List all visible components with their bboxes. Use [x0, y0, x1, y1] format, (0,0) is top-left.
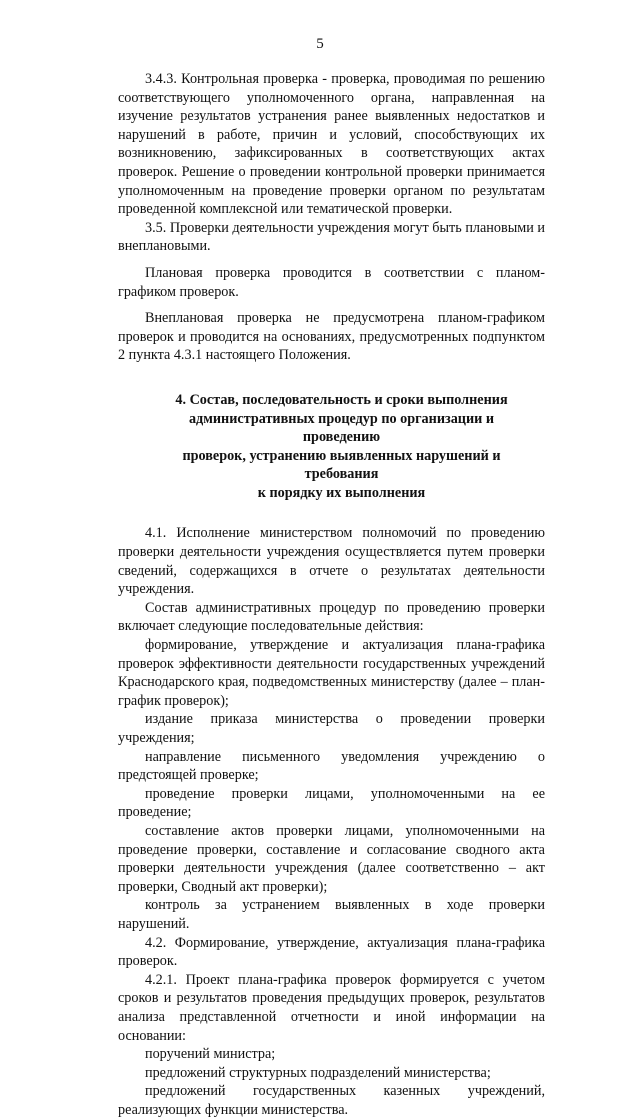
heading-line-1: 4. Состав, последовательность и сроки выполнения: [175, 391, 508, 408]
action-item: контроль за устранением выявленных в ходе проверки нарушений.: [118, 897, 545, 932]
section-4-heading: [118, 391, 545, 503]
basis-item: поручений министра;: [145, 1046, 276, 1063]
paragraph-composition: Состав административных процедур по проведению проверки включает следующие последовательные действия:: [118, 599, 545, 635]
paragraph-unplanned-check: Внеплановая проверка не предусмотрена планом-графиком проверок и проводится на основаниях, предусмотренных подпунктом 2 пункта 4.3.1 настоящего Положения.: [118, 310, 545, 364]
action-item: формирование, утверждение и актуализация плана-графика проверок эффективности деятельности государственных учреждений Краснодарского края, подведомственных министерству (далее – план-график проверок);: [118, 637, 545, 709]
page-number: 5: [316, 36, 324, 52]
action-item: направление письменного уведомления учреждению о предстоящей проверке;: [118, 748, 545, 784]
action-item: проведение проверки лицами, уполномоченными на ее проведение;: [118, 785, 545, 821]
paragraph-planned-check: Плановая проверка проводится в соответствии с планом-графиком проверок.: [118, 264, 545, 300]
heading-line-4: к порядку их выполнения: [257, 484, 426, 501]
basis-item: предложений государственных казенных учреждений, реализующих функции министерства.: [118, 1083, 545, 1118]
action-item: составление актов проверки лицами, уполномоченными на проведение проверки, составление и согласование сводного акта проверки деятельности учреждения (далее соответственно – акт проверки, Сводный акт проверки);: [118, 822, 545, 895]
basis-item: предложений структурных подразделений министерства;: [145, 1064, 491, 1081]
heading-line-2: административных процедур по организации и проведению: [188, 410, 495, 446]
paragraph-4-1: 4.1. Исполнение министерством полномочий по проведению проверки деятельности учреждения осуществляется путем проверки сведений, содержащихся в отчете о результатах деятельности учреждения.: [118, 525, 545, 598]
paragraph-4-2: 4.2. Формирование, утверждение, актуализация плана-графика проверок.: [118, 934, 545, 970]
paragraph-3-4-3: 3.4.3. Контрольная проверка - проверка, проводимая по решению соответствующего уполномоченного органа, направленная на изучение результатов устранения ранее выявленных недостатков и нарушений в работе, причин и условий, способствующих их возникновению, зафиксированных в соответствующих актах проверок. Решение о проведении контрольной проверки принимается уполномоченным на проведение проверки органом по результатам проведенной комплексной или тематической проверки.: [118, 71, 545, 218]
document-body: [118, 70, 545, 1119]
action-item: издание приказа министерства о проведении проверки учреждения;: [118, 711, 545, 746]
paragraph-3-5: 3.5. Проверки деятельности учреждения могут быть плановыми и внеплановыми.: [118, 219, 545, 255]
heading-line-3: проверок, устранению выявленных нарушений и требования: [182, 447, 501, 483]
paragraph-4-2-1: 4.2.1. Проект плана-графика проверок формируется с учетом сроков и результатов проведения предыдущих проверок, результатов анализа представленной отчетности и иной информации на основании:: [118, 971, 545, 1044]
